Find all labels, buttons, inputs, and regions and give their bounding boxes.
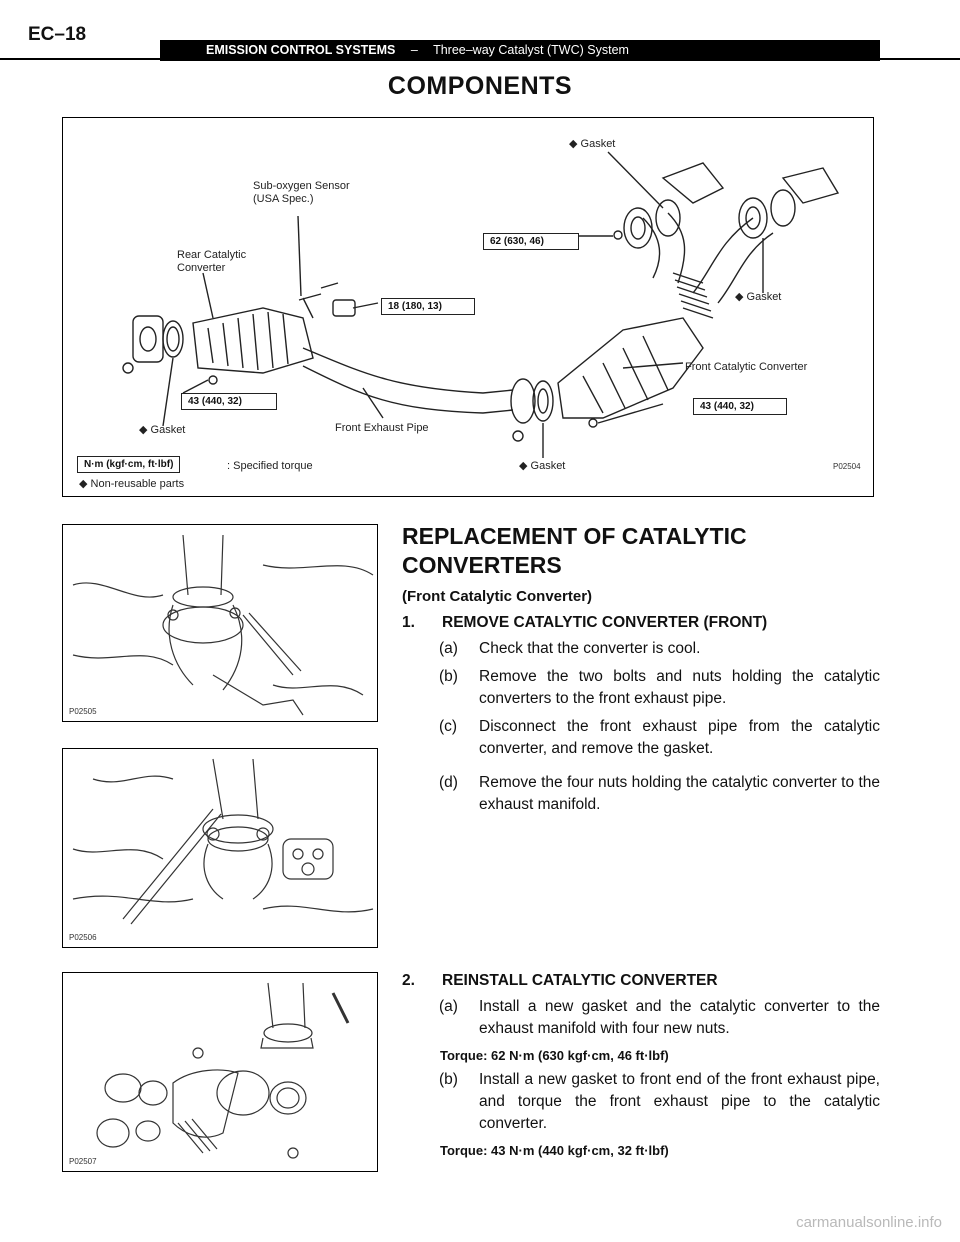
instruction-item — [402, 716, 880, 760]
header-rule — [0, 58, 960, 60]
header-section: EMISSION CONTROL SYSTEMS — [206, 43, 396, 57]
step-number: 1. — [402, 614, 415, 631]
instruction-item — [402, 1069, 880, 1135]
front-catalytic-callout: Front Catalytic Converter — [685, 361, 808, 373]
item-text: Install a new gasket to front end of the front exhaust pipe, and torque the front exhaust pipe to the catalytic converter. — [479, 1071, 880, 1132]
item-label: (b) — [439, 668, 458, 685]
gasket-callout-top: ◆ Gasket — [569, 138, 616, 150]
torque-box: 43 (440, 32) — [181, 393, 277, 410]
legend-torque-unit: N·m (kgf·cm, ft·lbf) — [77, 456, 180, 473]
rear-catalytic-label-2: Converter — [177, 262, 226, 274]
watermark: carmanualsonline.info — [796, 1214, 942, 1231]
torque-box: 43 (440, 32) — [693, 398, 787, 415]
figure-code: P02506 — [69, 933, 97, 942]
item-label: (a) — [439, 640, 458, 657]
removal-figure-2 — [62, 748, 378, 948]
instruction-item — [402, 638, 880, 660]
sub-oxygen-sensor-label: Sub-oxygen Sensor — [253, 180, 350, 192]
replacement-section — [402, 522, 880, 816]
item-text: Check that the converter is cool. — [479, 640, 701, 657]
step-title: REMOVE CATALYTIC CONVERTER (FRONT) — [442, 614, 768, 631]
gasket-callout-right: ◆ Gasket — [735, 291, 782, 303]
instruction-item — [402, 772, 880, 816]
legend-non-reusable: ◆ Non-reusable parts — [79, 478, 185, 490]
section-subtitle: (Front Catalytic Converter) — [402, 588, 593, 605]
section-title — [402, 522, 880, 580]
reinstall-drawing — [63, 973, 377, 1171]
section-title-line1: REPLACEMENT OF CATALYTIC — [402, 523, 747, 549]
removal-figure-1 — [62, 524, 378, 722]
page-number: EC–18 — [28, 24, 87, 45]
torque-spec: Torque: 62 N·m (630 kgf·cm, 46 ft·lbf) — [440, 1048, 669, 1063]
header-title — [206, 43, 629, 57]
item-text: Remove the four nuts holding the catalytic converter to the exhaust manifold. — [479, 774, 880, 813]
torque-box: 18 (180, 13) — [381, 298, 475, 315]
gasket-callout-bottom: ◆ Gasket — [519, 460, 566, 472]
item-text: Remove the two bolts and nuts holding the catalytic converters to the front exhaust pipe. — [479, 668, 880, 707]
item-text: Install a new gasket and the catalytic converter to the exhaust manifold with four new nuts. — [479, 998, 880, 1037]
legend-torque-desc: : Specified torque — [227, 460, 313, 472]
item-label: (c) — [439, 718, 458, 735]
removal-drawing-2 — [63, 749, 377, 947]
instruction-item — [402, 996, 880, 1040]
removal-drawing-1 — [63, 525, 377, 721]
components-figure — [62, 117, 874, 497]
step-title: REINSTALL CATALYTIC CONVERTER — [442, 972, 718, 989]
instruction-item — [402, 666, 880, 710]
header-separator: – — [410, 43, 418, 57]
gasket-callout-left: ◆ Gasket — [139, 424, 186, 436]
page-title: COMPONENTS — [387, 72, 573, 100]
rear-catalytic-callout — [177, 249, 246, 275]
non-reusable-label: Non-reusable parts — [90, 478, 185, 490]
item-label: (d) — [439, 774, 458, 791]
item-label: (a) — [439, 998, 458, 1015]
gasket-label: Gasket — [530, 460, 566, 472]
rear-catalytic-label: Rear Catalytic — [177, 249, 247, 261]
sub-oxygen-sensor-callout — [253, 180, 350, 206]
item-label: (b) — [439, 1071, 458, 1088]
gasket-label: Gasket — [580, 138, 616, 150]
usa-spec-label: (USA Spec.) — [253, 193, 314, 205]
figure-code: P02504 — [833, 462, 861, 471]
gasket-label: Gasket — [746, 291, 782, 303]
step-remove — [402, 614, 880, 632]
step-number: 2. — [402, 972, 415, 989]
reinstall-figure — [62, 972, 378, 1172]
header-subsection: Three–way Catalyst (TWC) System — [433, 43, 629, 57]
torque-spec: Torque: 43 N·m (440 kgf·cm, 32 ft·lbf) — [440, 1143, 669, 1158]
gasket-label: Gasket — [150, 424, 186, 436]
item-text: Disconnect the front exhaust pipe from the catalytic converter, and remove the gasket. — [479, 718, 880, 757]
figure-code: P02507 — [69, 1157, 97, 1166]
front-exhaust-pipe-callout: Front Exhaust Pipe — [335, 422, 429, 434]
step-reinstall — [402, 972, 880, 990]
section-title-line2: CONVERTERS — [402, 552, 562, 578]
reinstall-section — [402, 972, 880, 1162]
torque-box: 62 (630, 46) — [483, 233, 579, 250]
figure-code: P02505 — [69, 707, 97, 716]
